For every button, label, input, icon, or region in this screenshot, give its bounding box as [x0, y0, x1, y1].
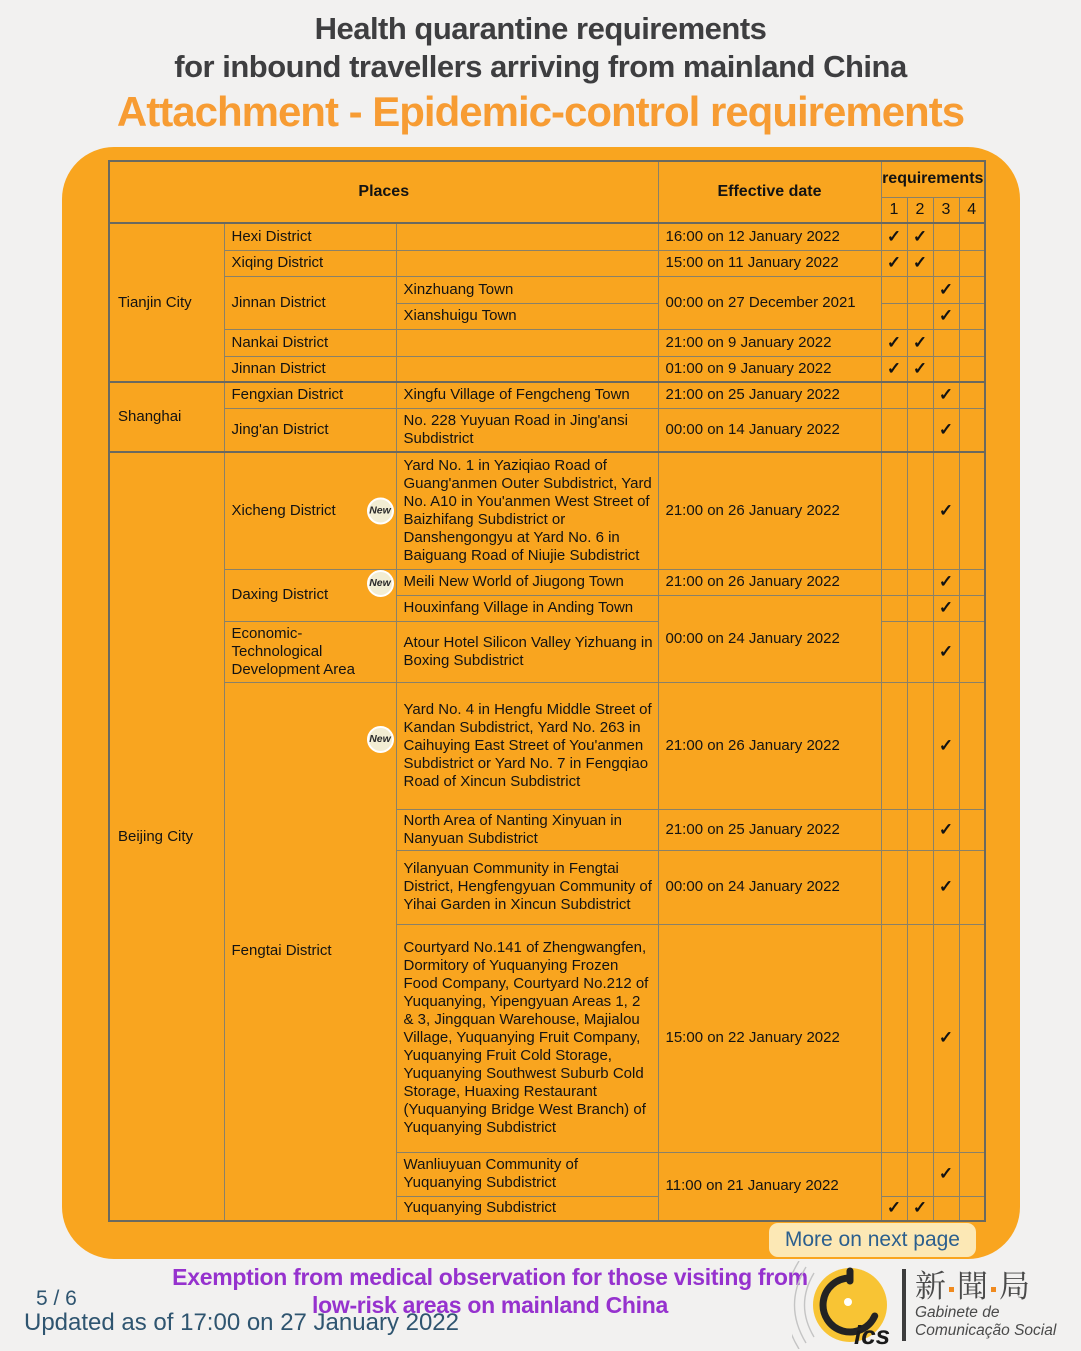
requirement-check-cell: ✓ — [933, 382, 959, 408]
requirement-check-cell: ✓ — [933, 924, 959, 1152]
logo-portuguese-line2: Comunicação Social — [915, 1322, 1057, 1339]
requirement-check-cell: ✓ — [933, 682, 959, 809]
requirement-check-cell — [959, 924, 985, 1152]
table-row — [109, 356, 985, 382]
requirement-check-cell — [933, 1196, 959, 1221]
place-cell: Wanliuyuan Community of Yuquanying Subdistrict — [396, 1152, 658, 1196]
requirement-check-cell: ✓ — [933, 850, 959, 924]
requirement-check-cell — [907, 1152, 933, 1196]
effective-date-cell: 00:00 on 24 January 2022 — [658, 850, 881, 924]
place-cell: North Area of Nanting Xinyuan in Nanyuan Subdistrict — [396, 809, 658, 850]
effective-date-cell: 21:00 on 26 January 2022 — [658, 682, 881, 809]
table-row — [109, 250, 985, 276]
district-cell: Jinnan District — [224, 356, 396, 382]
requirement-check-cell: ✓ — [907, 329, 933, 356]
requirement-check-cell — [881, 452, 907, 569]
effective-date-cell: 21:00 on 26 January 2022 — [658, 452, 881, 569]
new-badge: New — [367, 570, 394, 597]
requirement-check-cell — [881, 382, 907, 408]
requirement-check-cell — [881, 303, 907, 329]
requirement-check-cell — [959, 408, 985, 452]
requirement-check-cell — [959, 569, 985, 595]
city-cell: Tianjin City — [109, 223, 224, 382]
requirement-check-cell: ✓ — [933, 1152, 959, 1196]
requirement-check-cell — [881, 1152, 907, 1196]
requirement-check-cell — [881, 408, 907, 452]
requirement-check-cell — [907, 303, 933, 329]
requirement-check-cell — [959, 356, 985, 382]
requirement-check-cell: ✓ — [933, 595, 959, 621]
place-cell: Xingfu Village of Fengcheng Town — [396, 382, 658, 408]
requirement-check-cell: ✓ — [907, 356, 933, 382]
requirement-check-cell — [907, 595, 933, 621]
requirement-col-2: 2 — [907, 197, 933, 223]
requirement-check-cell — [881, 569, 907, 595]
table-row — [109, 569, 985, 595]
requirement-check-cell — [959, 621, 985, 682]
requirement-check-cell — [881, 595, 907, 621]
page-indicator: 5 / 6 — [36, 1287, 77, 1310]
gcs-logo-mark-icon — [792, 1261, 900, 1349]
requirement-check-cell — [881, 621, 907, 682]
table-container — [62, 147, 1020, 1259]
gcs-logo — [792, 1261, 1078, 1349]
new-badge: New — [367, 497, 394, 524]
table-row — [109, 408, 985, 452]
district-cell — [224, 452, 396, 569]
effective-date-cell: 11:00 on 21 January 2022 — [658, 1152, 881, 1221]
effective-date-cell: 00:00 on 24 January 2022 — [658, 595, 881, 682]
requirement-check-cell — [959, 850, 985, 924]
requirement-check-cell — [907, 382, 933, 408]
requirement-check-cell: ✓ — [933, 809, 959, 850]
district-label: Daxing District — [231, 586, 329, 603]
requirements-header: requirements — [881, 161, 985, 197]
place-cell: Yard No. 1 in Yaziqiao Road of Guang'anmen Outer Subdistrict, Yard No. A10 in You'anmen West Street of Baizhifang Subdistrict or Danshengongyu at Yard No. 6 in Baiguang Road of Niujie Subdistrict — [396, 452, 658, 569]
requirement-check-cell — [907, 452, 933, 569]
requirement-check-cell: ✓ — [933, 408, 959, 452]
effective-date-cell: 21:00 on 9 January 2022 — [658, 329, 881, 356]
requirement-check-cell: ✓ — [907, 223, 933, 250]
requirement-col-4: 4 — [959, 197, 985, 223]
requirement-check-cell — [959, 382, 985, 408]
place-cell: Xianshuigu Town — [396, 303, 658, 329]
district-cell: Economic-Technological Development Area — [224, 621, 396, 682]
effective-date-cell: 21:00 on 26 January 2022 — [658, 569, 881, 595]
requirement-check-cell — [881, 924, 907, 1152]
logo-dot-icon — [949, 1287, 954, 1292]
requirement-check-cell — [907, 569, 933, 595]
place-cell: Atour Hotel Silicon Valley Yizhuang in Boxing Subdistrict — [396, 621, 658, 682]
requirement-check-cell — [959, 1152, 985, 1196]
requirement-check-cell: ✓ — [933, 569, 959, 595]
place-cell — [396, 223, 658, 250]
district-cell — [224, 682, 396, 1221]
effective-date-cell: 16:00 on 12 January 2022 — [658, 223, 881, 250]
place-cell: Xinzhuang Town — [396, 276, 658, 303]
table-row — [109, 452, 985, 569]
place-cell: Yilanyuan Community in Fengtai District, Hengfengyuan Community of Yihai Garden in Xincun Subdistrict — [396, 850, 658, 924]
requirement-check-cell — [907, 809, 933, 850]
requirement-check-cell — [959, 809, 985, 850]
effective-date-cell: 15:00 on 11 January 2022 — [658, 250, 881, 276]
places-header: Places — [109, 161, 658, 223]
district-cell: Xiqing District — [224, 250, 396, 276]
requirement-check-cell — [959, 303, 985, 329]
district-cell — [224, 569, 396, 621]
requirement-check-cell: ✓ — [933, 276, 959, 303]
requirement-check-cell — [933, 223, 959, 250]
new-badge: New — [367, 726, 394, 753]
requirement-check-cell — [933, 250, 959, 276]
district-label: Fengtai District — [231, 942, 332, 960]
requirement-check-cell — [959, 595, 985, 621]
table-row — [109, 382, 985, 408]
requirement-check-cell: ✓ — [933, 303, 959, 329]
effective-date-cell: 21:00 on 25 January 2022 — [658, 809, 881, 850]
requirement-check-cell — [959, 1196, 985, 1221]
logo-cn-char: 新 — [915, 1269, 946, 1305]
requirement-check-cell — [933, 329, 959, 356]
exemption-line1: Exemption from medical observation for those visiting from — [172, 1264, 808, 1290]
requirement-check-cell — [907, 682, 933, 809]
requirement-col-1: 1 — [881, 197, 907, 223]
requirement-check-cell — [881, 682, 907, 809]
requirement-check-cell — [881, 809, 907, 850]
district-cell: Jinnan District — [224, 276, 396, 329]
place-cell: Houxinfang Village in Anding Town — [396, 595, 658, 621]
district-label: Xicheng District — [231, 501, 336, 519]
logo-acronym: ics — [854, 1320, 891, 1349]
requirement-check-cell — [907, 924, 933, 1152]
requirement-check-cell: ✓ — [881, 250, 907, 276]
effective-date-cell: 00:00 on 14 January 2022 — [658, 408, 881, 452]
sound-wave-arcs-icon — [792, 1261, 814, 1349]
place-cell: No. 228 Yuyuan Road in Jing'ansi Subdistrict — [396, 408, 658, 452]
logo-cn-char: 聞 — [957, 1269, 988, 1305]
requirement-check-cell: ✓ — [933, 452, 959, 569]
requirement-check-cell: ✓ — [881, 1196, 907, 1221]
effective-date-cell: 01:00 on 9 January 2022 — [658, 356, 881, 382]
quarantine-requirements-table — [108, 160, 986, 1222]
district-cell: Fengxian District — [224, 382, 396, 408]
effective-date-cell: 00:00 on 27 December 2021 — [658, 276, 881, 329]
table-row — [109, 276, 985, 303]
requirement-check-cell — [907, 408, 933, 452]
page-title-line1: Health quarantine requirements — [314, 11, 767, 46]
place-cell — [396, 356, 658, 382]
page-title-line2: for inbound travellers arriving from mainland China — [174, 49, 907, 84]
requirement-check-cell — [959, 329, 985, 356]
city-cell: Beijing City — [109, 452, 224, 1221]
requirement-check-cell — [881, 850, 907, 924]
logo-cn-char: 局 — [999, 1269, 1030, 1305]
place-cell — [396, 329, 658, 356]
requirement-check-cell: ✓ — [907, 1196, 933, 1221]
page-title — [0, 10, 1081, 86]
logo-portuguese-line1: Gabinete de — [915, 1304, 1000, 1321]
place-cell: Meili New World of Jiugong Town — [396, 569, 658, 595]
place-cell: Yard No. 4 in Hengfu Middle Street of Kandan Subdistrict, Yard No. 263 in Caihuying East Street of You'anmen Subdistrict or Yard No. 7 in Fengqiao Road of Xincun Subdistrict — [396, 682, 658, 809]
logo-center-dot — [844, 1298, 852, 1306]
logo-divider — [902, 1269, 906, 1341]
table-row — [109, 223, 985, 250]
requirement-check-cell: ✓ — [933, 621, 959, 682]
place-cell — [396, 250, 658, 276]
updated-timestamp: Updated as of 17:00 on 27 January 2022 — [24, 1309, 459, 1336]
requirement-check-cell: ✓ — [881, 356, 907, 382]
place-cell: Yuquanying Subdistrict — [396, 1196, 658, 1221]
requirement-check-cell: ✓ — [881, 223, 907, 250]
requirement-check-cell — [959, 452, 985, 569]
table-row — [109, 329, 985, 356]
table-row — [109, 682, 985, 809]
requirement-check-cell — [959, 223, 985, 250]
requirement-check-cell — [959, 276, 985, 303]
requirement-check-cell — [959, 250, 985, 276]
more-next-page-button[interactable]: More on next page — [769, 1223, 976, 1257]
requirement-check-cell: ✓ — [907, 250, 933, 276]
effective-date-cell: 21:00 on 25 January 2022 — [658, 382, 881, 408]
effective-date-header: Effective date — [658, 161, 881, 223]
logo-chinese-name — [915, 1270, 1056, 1304]
requirement-check-cell — [959, 682, 985, 809]
effective-date-cell: 15:00 on 22 January 2022 — [658, 924, 881, 1152]
district-cell: Nankai District — [224, 329, 396, 356]
requirement-check-cell — [907, 850, 933, 924]
district-cell: Hexi District — [224, 223, 396, 250]
requirement-check-cell: ✓ — [881, 329, 907, 356]
page-subtitle: Attachment - Epidemic-control requirements — [116, 88, 965, 135]
logo-dot-icon — [991, 1287, 996, 1292]
requirement-check-cell — [907, 276, 933, 303]
requirement-check-cell — [881, 276, 907, 303]
requirement-check-cell — [907, 621, 933, 682]
district-cell: Jing'an District — [224, 408, 396, 452]
requirement-check-cell — [933, 356, 959, 382]
place-cell: Courtyard No.141 of Zhengwangfen, Dormitory of Yuquanying Frozen Food Company, Courtyard No.212 of Yuquanying, Yipengyuan Areas 1, 2 & 3, Jingquan Warehouse, Majialou Village, Yuquanying Fruit Company, Yuquanying Fruit Cold Storage, Yuquanying Southwest Suburb Cold Storage, Huaxing Restaurant (Yuquanying Bridge West Branch) of Yuquanying Subdistrict — [396, 924, 658, 1152]
requirement-col-3: 3 — [933, 197, 959, 223]
city-cell: Shanghai — [109, 382, 224, 452]
exemption-line2: low-risk areas on mainland China — [312, 1292, 668, 1318]
